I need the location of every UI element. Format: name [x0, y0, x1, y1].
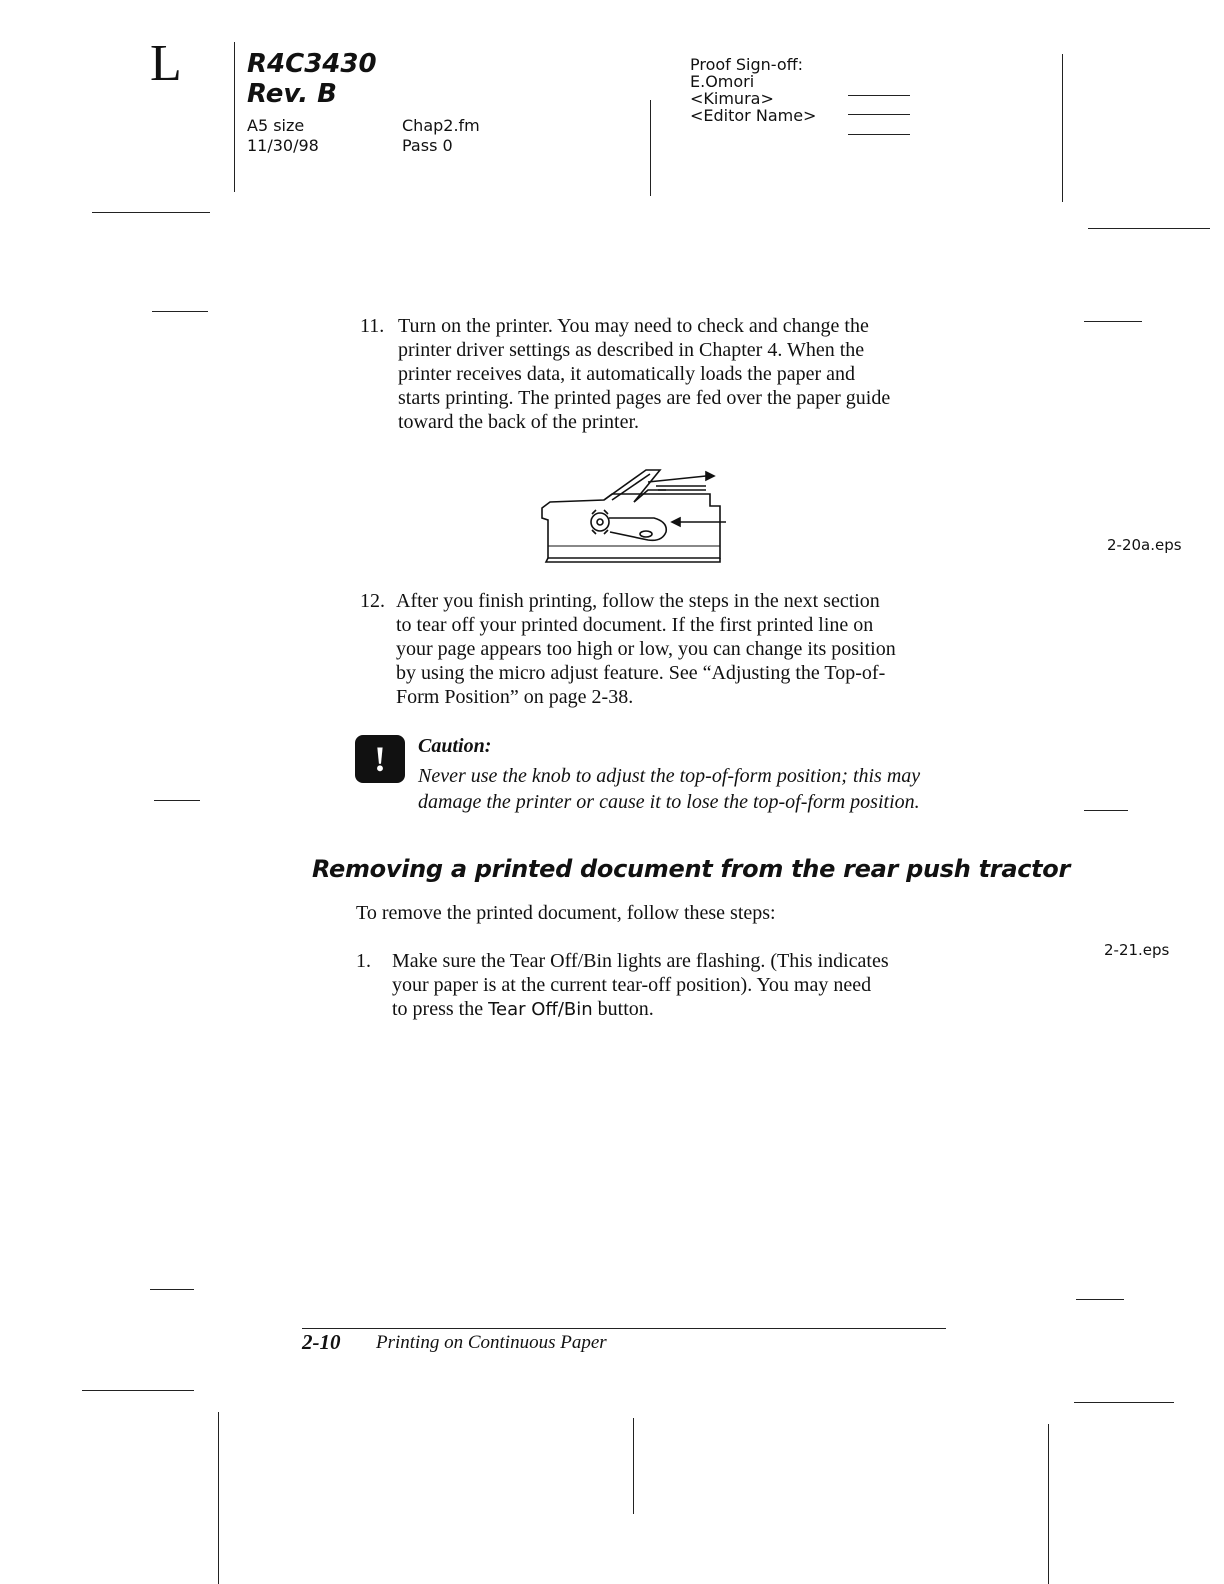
page-number: 2-10: [302, 1330, 341, 1354]
crop-mark: [1084, 321, 1142, 322]
signer: E.Omori: [690, 72, 755, 91]
header-divider: [234, 42, 235, 192]
text-line: After you finish printing, follow the steps in the next section: [396, 590, 880, 612]
step-number: 1.: [356, 950, 371, 972]
crop-mark: [152, 311, 208, 312]
crop-mark: [1088, 228, 1210, 229]
text-line: Make sure the Tear Off/Bin lights are flashing. (This indicates: [392, 950, 889, 972]
step-11-text: [398, 314, 954, 434]
side-letter: L: [150, 35, 182, 92]
text-line: Never use the knob to adjust the top-of-form position; this may: [418, 765, 921, 787]
text-fragment: to press the: [392, 998, 489, 1020]
crop-mark: [218, 1412, 219, 1584]
crop-mark: [154, 800, 200, 801]
step-number: 12.: [360, 590, 385, 612]
header-divider: [1062, 54, 1063, 202]
section-intro: To remove the printed document, follow these steps:: [356, 902, 776, 924]
button-name: Tear Off/Bin: [488, 999, 593, 1020]
crop-mark: [1084, 810, 1128, 811]
text-line: by using the micro adjust feature. See “Adjusting the Top-of-: [396, 662, 886, 684]
text-line: printer driver settings as described in Chapter 4. When the: [398, 339, 865, 361]
text-line: toward the back of the printer.: [398, 411, 640, 433]
pass: Pass 0: [402, 136, 453, 155]
revision: Rev. B: [247, 79, 337, 109]
crop-mark: [150, 1289, 194, 1290]
section-heading: Removing a printed document from the rear push tractor: [312, 855, 1071, 883]
crop-mark: [1048, 1424, 1049, 1584]
footer-rule: [302, 1328, 946, 1329]
text-line: your paper is at the current tear-off position). You may need: [392, 974, 872, 996]
text-line: [392, 997, 950, 1022]
proof-signoff: [690, 56, 816, 124]
exclamation-icon: !: [374, 739, 386, 779]
file-name: Chap2.fm: [402, 116, 480, 135]
chapter-title: Printing on Continuous Paper: [376, 1332, 607, 1353]
text-fragment: button.: [592, 998, 654, 1020]
text-line: starts printing. The printed pages are fed over the paper guide: [398, 387, 891, 409]
text-line: printer receives data, it automatically loads the paper and: [398, 363, 856, 385]
signer: <Editor Name>: [690, 106, 817, 125]
figure-file-label: 2-21.eps: [1104, 941, 1170, 959]
signature-line: [848, 95, 910, 96]
date: 11/30/98: [247, 136, 319, 155]
step-12-text: [396, 589, 952, 709]
caution-text: [418, 763, 958, 815]
crop-mark: [1076, 1299, 1124, 1300]
document-id: R4C3430: [247, 49, 377, 79]
step-number: 11.: [360, 315, 385, 337]
printer-illustration: [534, 462, 734, 566]
text-line: Form Position” on page 2-38.: [396, 686, 634, 708]
signer: <Kimura>: [690, 89, 774, 108]
caution-title: Caution:: [418, 735, 492, 757]
header-divider: [650, 100, 651, 196]
page-size: A5 size: [247, 116, 305, 135]
crop-mark: [1074, 1402, 1174, 1403]
text-line: damage the printer or cause it to lose the top-of-form position.: [418, 791, 920, 813]
step-1-text: [392, 949, 950, 1022]
caution-icon: [355, 735, 405, 783]
text-line: your page appears too high or low, you can change its position: [396, 638, 896, 660]
text-line: Turn on the printer. You may need to check and change the: [398, 315, 869, 337]
crop-mark: [92, 212, 210, 213]
figure-file-label: 2-20a.eps: [1107, 536, 1182, 554]
crop-mark: [82, 1390, 194, 1391]
crop-mark: [633, 1418, 634, 1514]
signature-line: [848, 134, 910, 135]
proof-label: Proof Sign-off:: [690, 55, 804, 74]
text-line: to tear off your printed document. If the first printed line on: [396, 614, 874, 636]
signature-line: [848, 114, 910, 115]
